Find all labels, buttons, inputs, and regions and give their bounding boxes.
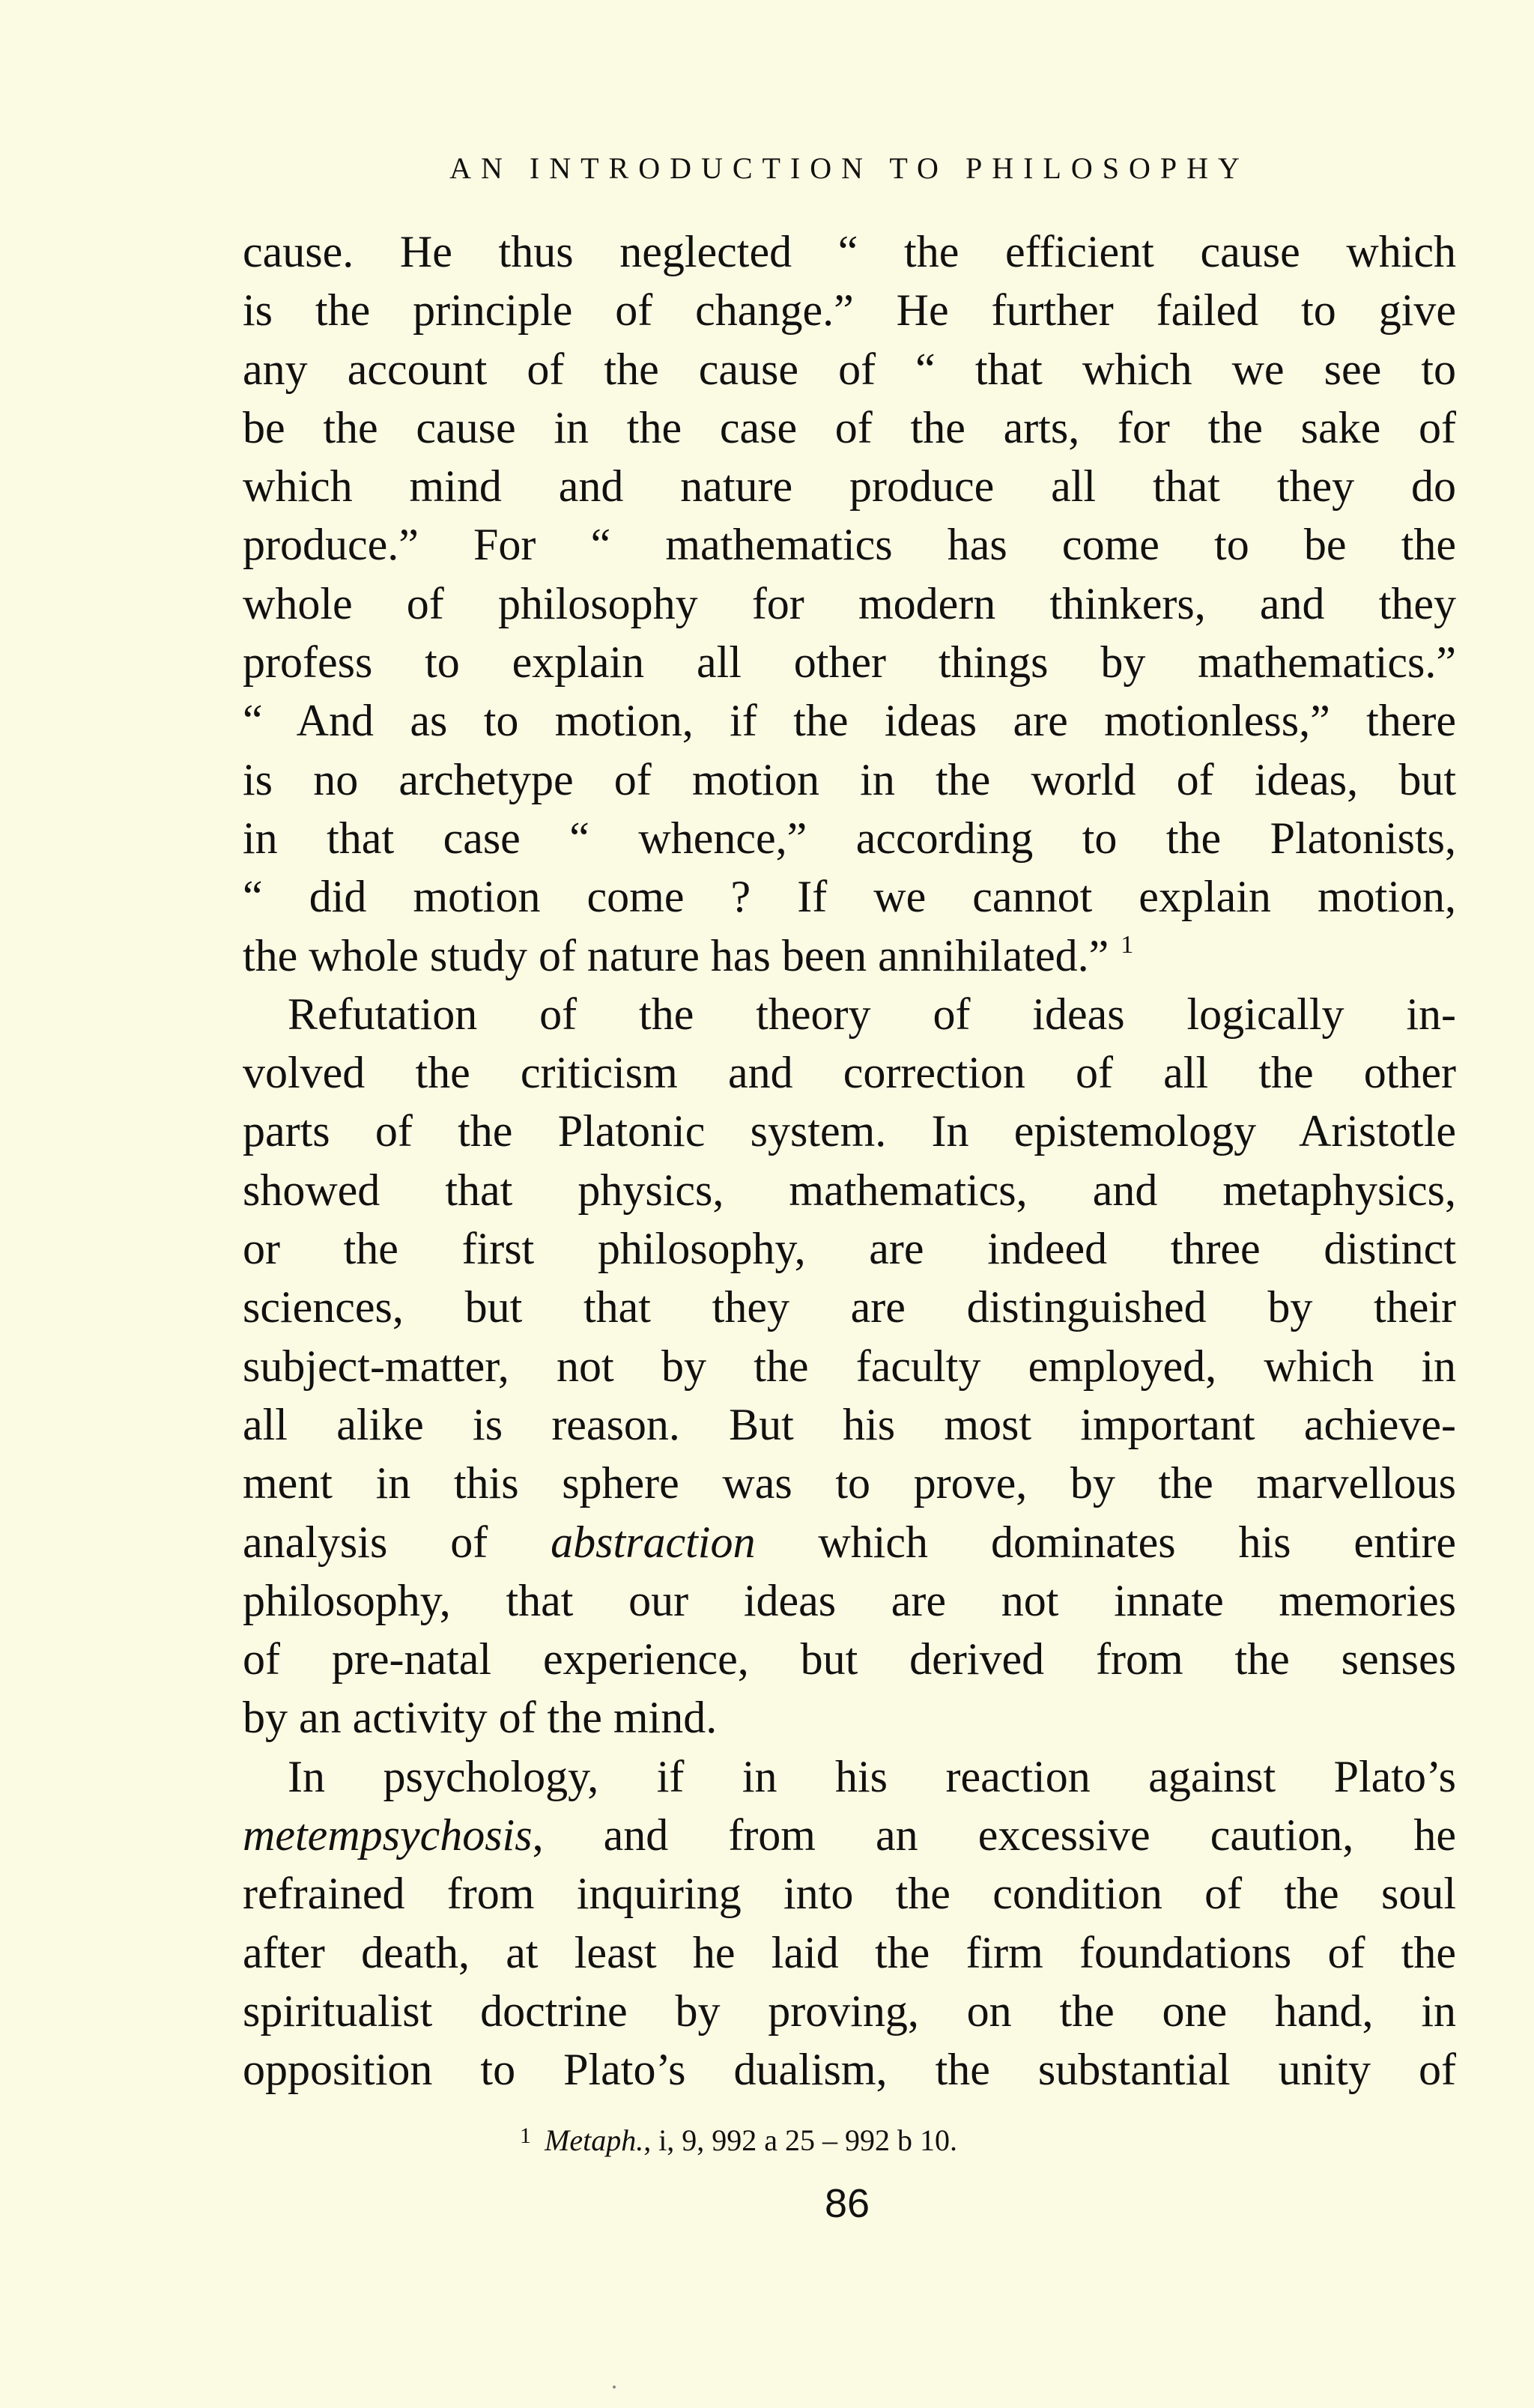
text-line: or the first philosophy, are indeed three distinct — [243, 1224, 1456, 1274]
text-line: sciences, but that they are distinguished by their — [243, 1282, 1456, 1332]
text-line — [243, 1806, 1456, 1864]
paper-speck — [613, 2386, 616, 2389]
text-line: all alike is reason. But his most important achieve- — [243, 1399, 1456, 1449]
text-line: Refutation of the theory of ideas logically in- — [288, 989, 1456, 1039]
text-segment: analysis of — [243, 1517, 551, 1567]
text-segment: which dominates his entire — [755, 1517, 1456, 1567]
text-line: ment in this sphere was to prove, by the marvellous — [243, 1458, 1456, 1508]
text-line: profess to explain all other things by mathematics.” — [243, 637, 1456, 688]
text-line: is the principle of change.” He further failed to give — [243, 285, 1456, 336]
text-line: after death, at least he laid the firm foundations of the — [243, 1927, 1456, 1977]
page-number: 86 — [824, 2180, 870, 2226]
text-line: parts of the Platonic system. In epistemology Aristotle — [243, 1106, 1456, 1156]
text-line: be the cause in the case of the arts, for the sake of — [243, 402, 1456, 452]
text-line: any account of the cause of “ that which we see to — [243, 344, 1456, 394]
footnote-mark: 1 — [520, 2123, 531, 2148]
text-line: spiritualist doctrine by proving, on the one hand, in — [243, 1986, 1456, 2036]
footnote-citation: , i, 9, 992 a 25 – 992 b 10. — [643, 2123, 958, 2157]
text-line: by an activity of the mind. — [243, 1693, 718, 1743]
text-segment: , and from an excessive caution, he — [532, 1810, 1456, 1860]
text-line: showed that physics, mathematics, and metaphysics, — [243, 1165, 1456, 1215]
text-line: “ And as to motion, if the ideas are motionless,” there — [243, 696, 1456, 746]
italic-term: metempsychosis — [243, 1810, 533, 1860]
text-line — [243, 1513, 1456, 1571]
text-line — [243, 926, 1456, 985]
text-line: of pre-natal experience, but derived from the senses — [243, 1634, 1456, 1684]
text-line: produce.” For “ mathematics has come to be the — [243, 520, 1456, 570]
text-line: is no archetype of motion in the world of ideas, but — [243, 754, 1456, 804]
text-line: refrained from inquiring into the condition of the soul — [243, 1869, 1456, 1919]
text-line: philosophy, that our ideas are not innate memories — [243, 1575, 1456, 1625]
text-line: “ did motion come ? If we cannot explain motion, — [243, 872, 1456, 922]
text-line: cause. He thus neglected “ the efficient cause which — [243, 227, 1456, 276]
text-line: in that case “ whence,” according to the Platonists, — [243, 813, 1456, 863]
footnote — [243, 2117, 1456, 2159]
footnote-reference: 1 — [1121, 930, 1134, 959]
text-line: opposition to Plato’s dualism, the substantial unity of — [243, 2045, 1456, 2095]
text-line: whole of philosophy for modern thinkers, and they — [243, 578, 1456, 628]
italic-term: abstraction — [551, 1517, 756, 1567]
text-line: In psychology, if in his reaction against Plato’s — [288, 1751, 1456, 1801]
book-page — [243, 151, 1456, 2227]
footnote-work-title: Metaph. — [545, 2123, 644, 2157]
body-text — [243, 222, 1456, 2099]
text-line: which mind and nature produce all that they do — [243, 461, 1456, 512]
text-line-content: the whole study of nature has been annihilated.” — [243, 930, 1109, 980]
text-line: volved the criticism and correction of all the other — [243, 1048, 1456, 1098]
running-head: AN INTRODUCTION TO PHILOSOPHY — [449, 151, 1249, 185]
text-line: subject-matter, not by the faculty employed, which in — [243, 1341, 1456, 1391]
